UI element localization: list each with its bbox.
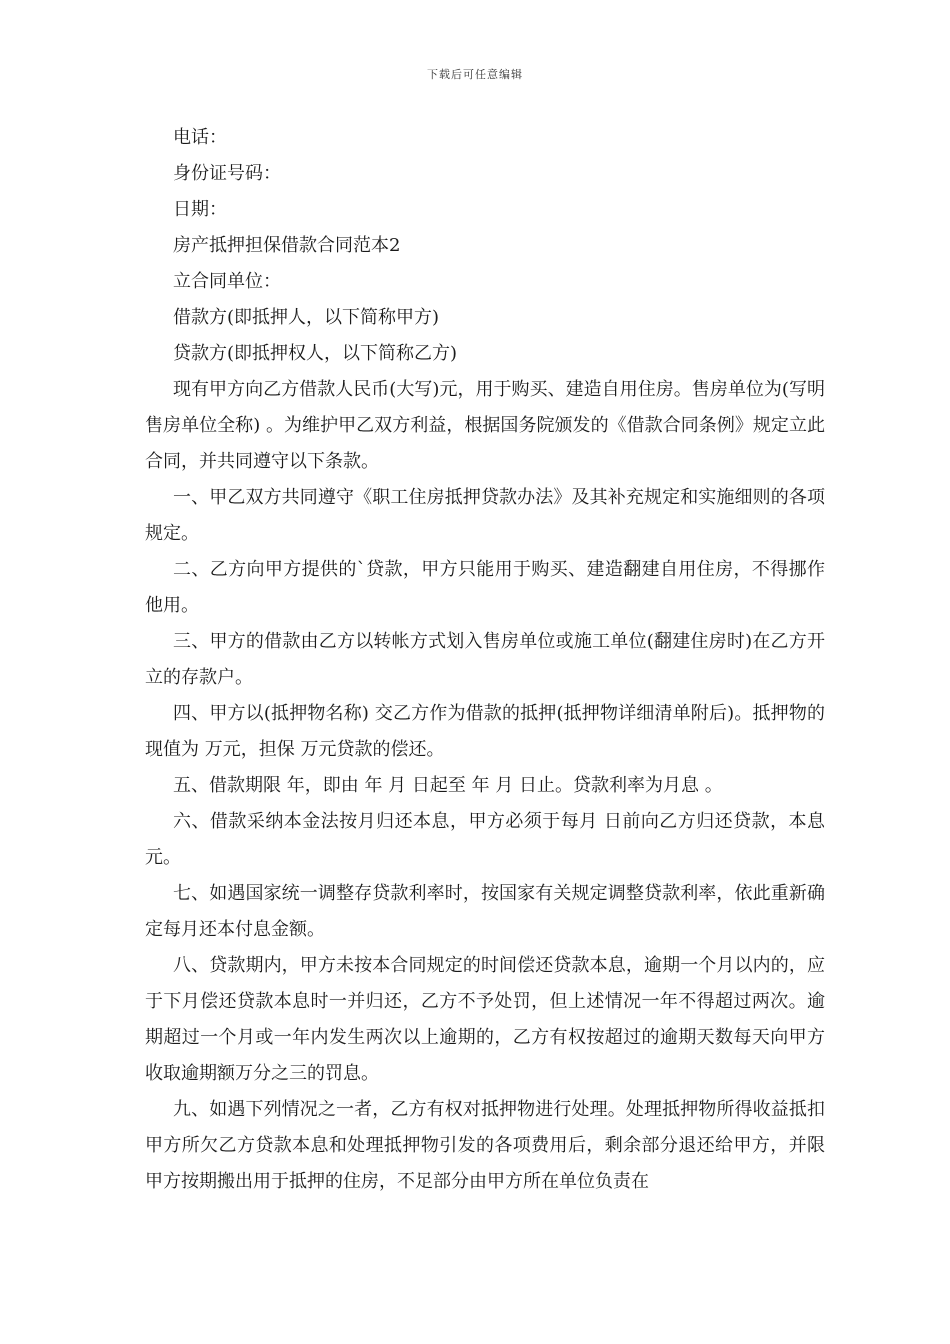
clause-1: 一、甲乙双方共同遵守《职工住房抵押贷款办法》及其补充规定和实施细则的各项规定。 — [145, 487, 825, 544]
clause-5: 五、借款期限 年，即由 年 月 日起至 年 月 日止。贷款利率为月息 。 — [173, 775, 723, 796]
header-note: 下载后可任意编辑 — [427, 68, 523, 81]
clause-3: 三、甲方的借款由乙方以转帐方式划入售房单位或施工单位(翻建住房时)在乙方开立的存款户。 — [145, 631, 825, 688]
date-field: 日期： — [173, 199, 227, 220]
clause-8: 八、贷款期内，甲方未按本合同规定的时间偿还贷款本息，逾期一个月以内的，应于下月偿还贷款本息时一并归还，乙方不予处罚，但上述情况一年不得超过两次。逾期超过一个月或一年内发生两次以上逾期的，乙方有权按超过的逾期天数每天向甲方收取逾期额万分之三的罚息。 — [145, 955, 825, 1084]
id-number-field: 身份证号码： — [173, 163, 281, 184]
clause-2: 二、乙方向甲方提供的`贷款，甲方只能用于购买、建造翻建自用住房，不得挪作他用。 — [145, 559, 825, 616]
clause-9: 九、如遇下列情况之一者，乙方有权对抵押物进行处理。处理抵押物所得收益抵扣甲方所欠乙方贷款本息和处理抵押物引发的各项费用后，剩余部分退还给甲方，并限甲方按期搬出用于抵押的住房，不足部分由甲方所在单位负责在 — [145, 1099, 825, 1192]
preamble-paragraph: 现有甲方向乙方借款人民币(大写)元，用于购买、建造自用住房。售房单位为(写明售房单位全称) 。为维护甲乙双方利益，根据国务院颁发的《借款合同条例》规定立此合同，并共同遵守以下条款。 — [145, 379, 825, 472]
document-body — [145, 120, 825, 1200]
contract-unit-label: 立合同单位： — [173, 271, 281, 292]
phone-field: 电话： — [173, 127, 227, 148]
clause-4: 四、甲方以(抵押物名称) 交乙方作为借款的抵押(抵押物详细清单附后)。抵押物的现值为 万元，担保 万元贷款的偿还。 — [145, 703, 825, 760]
clause-6: 六、借款采纳本金法按月归还本息，甲方必须于每月 日前向乙方归还贷款，本息 元。 — [145, 811, 825, 868]
lender-party: 贷款方(即抵押权人，以下简称乙方) — [173, 343, 458, 364]
borrower-party: 借款方(即抵押人，以下简称甲方) — [173, 307, 440, 328]
clause-7: 七、如遇国家统一调整存贷款利率时，按国家有关规定调整贷款利率，依此重新确定每月还本付息金额。 — [145, 883, 825, 940]
contract-title: 房产抵押担保借款合同范本2 — [173, 235, 401, 256]
